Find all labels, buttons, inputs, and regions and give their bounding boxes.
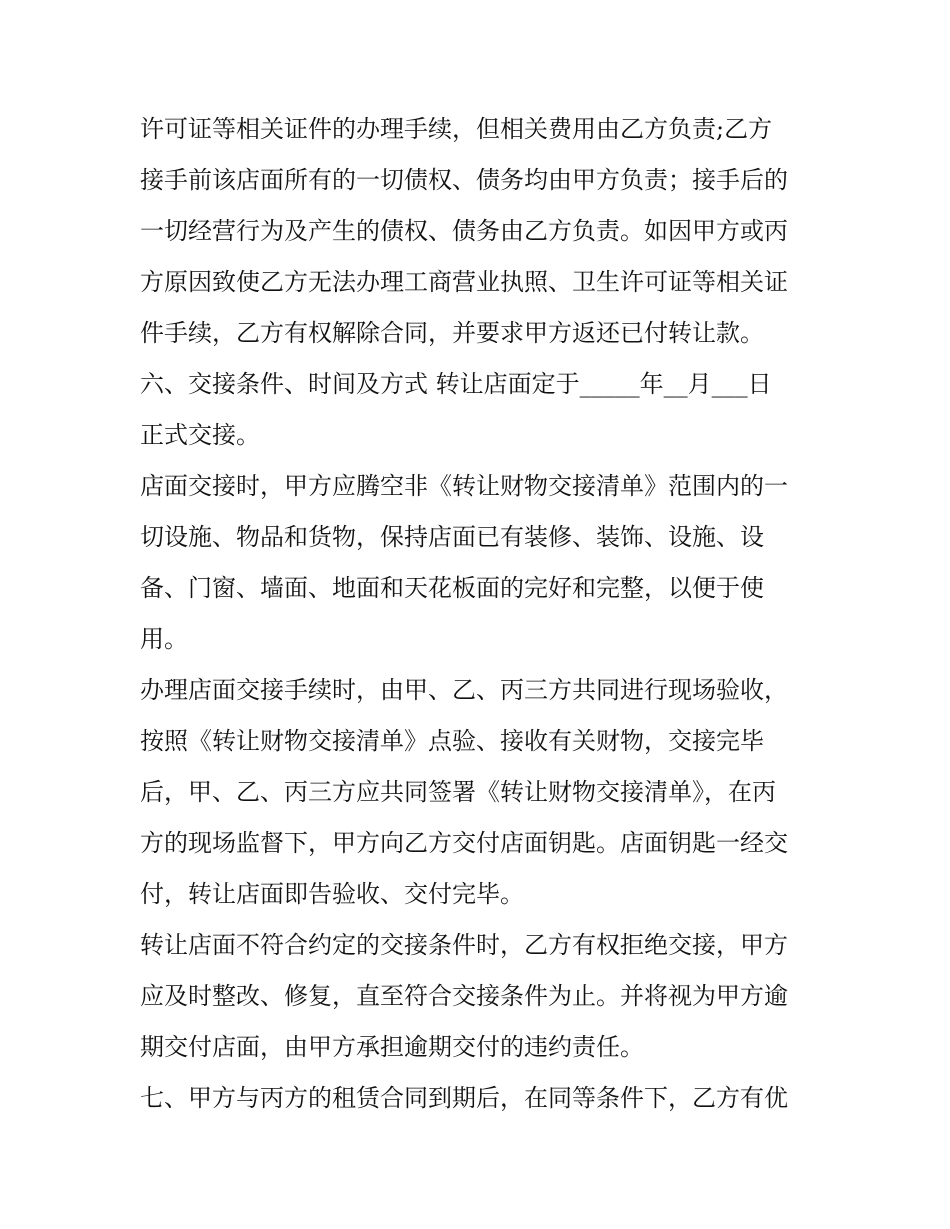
text-line: 一切经营行为及产生的债权、债务由乙方负责。如因甲方或丙 — [140, 217, 788, 245]
text-line: 正式交接。 — [140, 421, 260, 449]
text-line: 办理店面交接手续时，由甲、乙、丙三方共同进行现场验收， — [140, 676, 788, 704]
text-line: 方的现场监督下，甲方向乙方交付店面钥匙。店面钥匙一经交 — [140, 829, 788, 857]
text-line: 备、门窗、墙面、地面和天花板面的完好和完整，以便于使 — [140, 574, 764, 602]
text-line: 应及时整改、修复，直至符合交接条件为止。并将视为甲方逾 — [140, 982, 788, 1010]
text-line: 期交付店面，由甲方承担逾期交付的违约责任。 — [140, 1033, 644, 1061]
text-line: 方原因致使乙方无法办理工商营业执照、卫生许可证等相关证 — [140, 268, 788, 296]
text-line: 后，甲、乙、丙三方应共同签署《转让财物交接清单》，在丙 — [140, 778, 776, 806]
text-line: 切设施、物品和货物，保持店面已有装修、装饰、设施、设 — [140, 523, 764, 551]
text-line: 店面交接时，甲方应腾空非《转让财物交接清单》范围内的一 — [140, 472, 788, 500]
text-line: 用。 — [140, 625, 188, 653]
text-line: 转让店面不符合约定的交接条件时，乙方有权拒绝交接，甲方 — [140, 931, 788, 959]
text-line: 付，转让店面即告验收、交付完毕。 — [140, 880, 524, 908]
text-line: 按照《转让财物交接清单》点验、接收有关财物，交接完毕 — [140, 727, 764, 755]
section-heading-7: 七、甲方与丙方的租赁合同到期后，在同等条件下，乙方有优 — [140, 1084, 788, 1112]
section-heading-6: 六、交接条件、时间及方式 转让店面定于_____年__月___日 — [140, 370, 772, 398]
text-line: 接手前该店面所有的一切债权、债务均由甲方负责；接手后的 — [140, 166, 788, 194]
document-body — [140, 104, 820, 1124]
text-line: 件手续，乙方有权解除合同，并要求甲方返还已付转让款。 — [140, 319, 764, 347]
text-line: 许可证等相关证件的办理手续，但相关费用由乙方负责;乙方 — [140, 115, 773, 143]
